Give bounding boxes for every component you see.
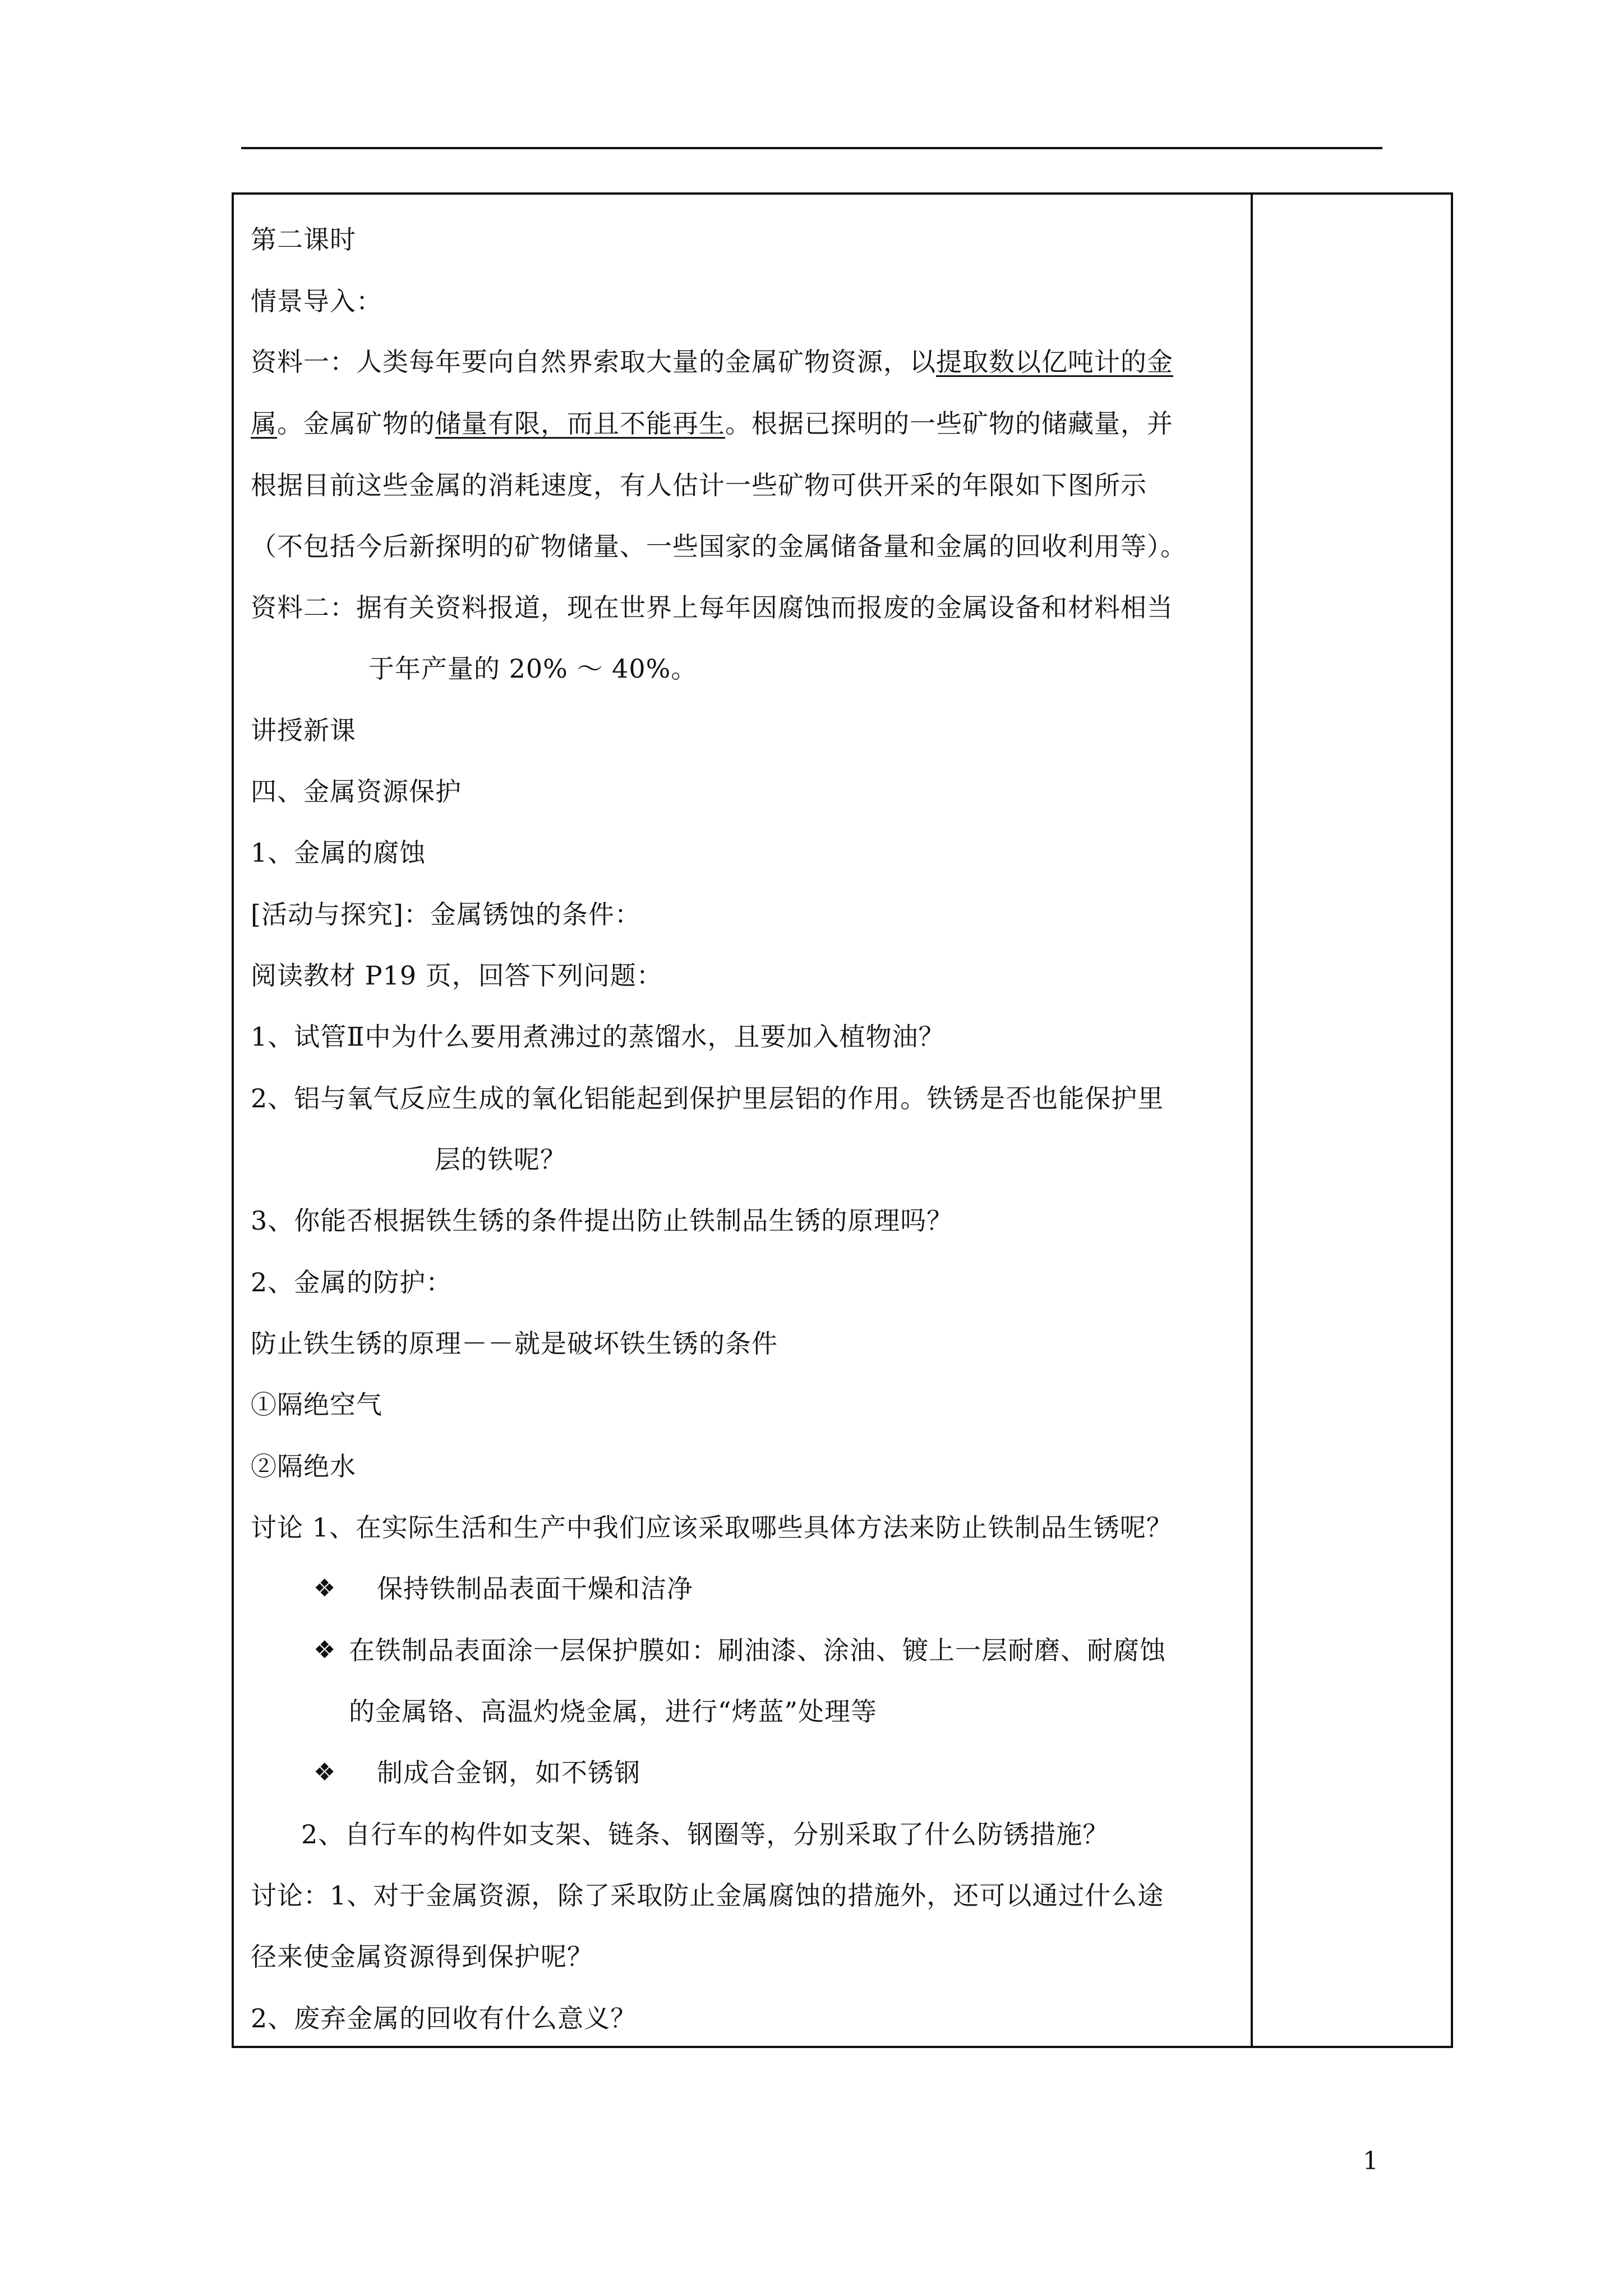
activity-heading: [活动与探究]：金属锈蚀的条件： [251, 899, 641, 930]
section-4-heading: 四、金属资源保护 [251, 776, 462, 807]
question-2-line1: 2、铝与氧气反应生成的氧化铝能起到保护里层铝的作用。铁锈是否也能保护里 [251, 1083, 1164, 1114]
question-2-line2: 层的铁呢？ [435, 1144, 566, 1175]
page-number: 1 [1363, 2147, 1378, 2175]
material1-underlined-text: 提取数以亿吨计的金 [936, 347, 1173, 377]
material1-underlined-text: 属 [251, 408, 277, 439]
intro-heading: 情景导入： [251, 286, 382, 316]
bullet-item-2-line2: 的金属铬、高温灼烧金属，进行“烤蓝”处理等 [349, 1696, 878, 1727]
method-isolate-air: ①隔绝空气 [251, 1389, 382, 1420]
subsection-corrosion: 1、金属的腐蚀 [251, 838, 426, 868]
material1-line4: （不包括今后新探明的矿物储量、一些国家的金属储备量和金属的回收利用等）。 [251, 531, 1187, 562]
subsection-protection: 2、金属的防护： [251, 1267, 453, 1297]
discussion-1: 讨论 1、在实际生活和生产中我们应该采取哪些具体方法来防止铁制品生锈呢？ [251, 1512, 1173, 1543]
table-column-divider [1251, 195, 1253, 2046]
material1-line3: 根据目前这些金属的消耗速度，有人估计一些矿物可供开采的年限如下图所示 [251, 470, 1147, 500]
bullet-diamond-icon: ❖ [313, 1758, 336, 1787]
new-lesson-heading: 讲授新课 [251, 715, 356, 746]
material1-text: 。根据已探明的一些矿物的储藏量，并 [725, 408, 1173, 439]
bullet-item-3: 制成合金钢，如不锈钢 [377, 1757, 640, 1788]
material2-line1: 资料二：据有关资料报道，现在世界上每年因腐蚀而报废的金属设备和材料相当 [251, 592, 1173, 623]
material1-line2 [251, 407, 1173, 440]
reading-instruction: 阅读教材 P19 页，回答下列问题： [251, 960, 663, 991]
bullet-diamond-icon: ❖ [313, 1636, 336, 1664]
lesson-table [232, 192, 1453, 2048]
question-3: 3、你能否根据铁生锈的条件提出防止铁制品生锈的原理吗？ [251, 1205, 953, 1236]
material1-underlined-text: 储量有限，而且不能再生 [435, 408, 725, 439]
bullet-item-2-line1: 在铁制品表面涂一层保护膜如：刷油漆、涂油、镀上一层耐磨、耐腐蚀 [349, 1635, 1166, 1665]
discussion-2-line1: 讨论：1、对于金属资源，除了采取防止金属腐蚀的措施外，还可以通过什么途 [251, 1880, 1164, 1911]
rust-prevention-principle: 防止铁生锈的原理－－就是破坏铁生锈的条件 [251, 1328, 778, 1359]
material1-line1 [251, 345, 1173, 379]
material1-text: 。金属矿物的 [277, 408, 435, 439]
bullet-item-1: 保持铁制品表面干燥和洁净 [377, 1573, 693, 1604]
material2-line2: 于年产量的 20% ～ 40%。 [368, 654, 698, 684]
question-recycling: 2、废弃金属的回收有什么意义？ [251, 2003, 637, 2033]
question-1: 1、试管Ⅱ中为什么要用煮沸过的蒸馏水，且要加入植物油？ [251, 1022, 945, 1052]
method-isolate-water: ②隔绝水 [251, 1451, 356, 1481]
discussion-2-line2: 径来使金属资源得到保护呢？ [251, 1941, 593, 1972]
question-bicycle: 2、自行车的构件如支架、链条、钢圈等，分别采取了什么防锈措施？ [301, 1819, 1109, 1849]
bullet-diamond-icon: ❖ [313, 1574, 336, 1603]
lesson-title: 第二课时 [251, 224, 356, 255]
header-rule [241, 147, 1382, 149]
material1-text: 资料一：人类每年要向自然界索取大量的金属矿物资源，以 [251, 347, 936, 377]
